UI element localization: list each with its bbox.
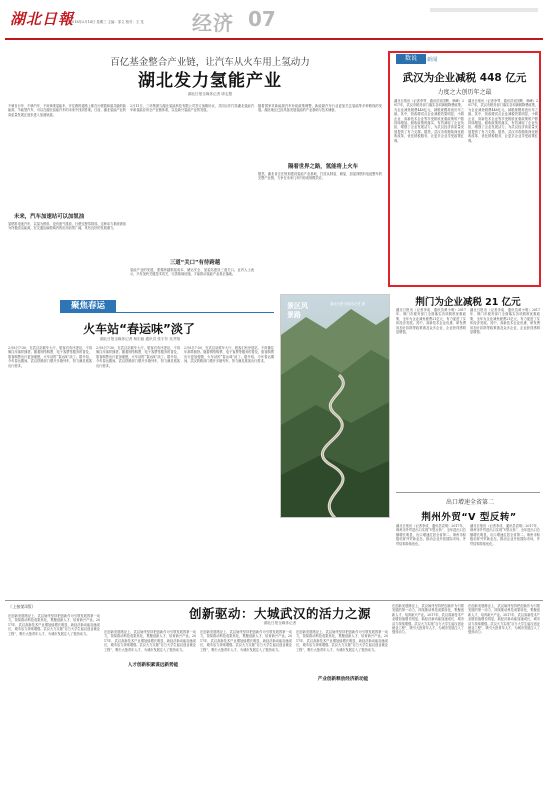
scenic-road-photo [280,294,390,518]
section-title: 经济 [192,11,234,35]
feature-body-col-2: 湖北日报讯（记者李琴、通讯员吴国辉、韩峰）2017年，武汉市税务部门落实各项减税降费政策，为企业减免税费448亿元，减税规模再创历年之最。其中，营改增试点企业减税效果明显，小微企业、高新技术企业等享受税收优惠政策的户数持续增加。税收政策的落实，有效减轻了企业负担，增强了企业发展活力，为武汉经济高质量发展提供了有力支撑。据悉，武汉市将继续深化税收改革，优化纳税服务，让更多企业享受政策红利。 [468,99,538,143]
bottom-body-col-5: 在创新发展路径上，武汉始终坚持把创新作为引领发展的第一动力，持续推动科技成果转化，集聚创新人才，培育新兴产业。2017年，武汉高新技术产业增加值增长明显，新经济新动能加速成长，城市活力持续增强。武汉大力实施“百万大学生留汉创业就业工程”，吸引大批青年人才，为城市发展注入了强劲动力。 [392,604,464,635]
lead-paragraph-5: 氢能产业的发展，需要跨越制氢成本、储运安全、加氢站建设三道关口。业内人士表示，只有加快关键技术攻关、完善基础设施，才能推动氢能产业真正落地。 [130,268,254,277]
lead-paragraph-3: 氢燃料电池汽车，以氢为燃料，没有废气排放，行驶过程零排放。这种动力系统被视为终极清洁能源，在交通运输领域内的应用前景广阔，具有良好的发展潜力。 [8,222,126,231]
newspaper-logo: 湖北日報 [10,10,75,28]
bottom-body-col-6: 在创新发展路径上，武汉始终坚持把创新作为引领发展的第一动力，持续推动科技成果转化，集聚创新人才，培育新兴产业。2017年，武汉高新技术产业增加值增长明显，新经济新动能加速成长，城市活力持续增强。武汉大力实施“百万大学生留汉创业就业工程”，吸引大批青年人才，为城市发展注入了强劲动力。 [468,604,540,635]
focus-body-col-2: 2月8日7:50，在武汉站候车大厅，旅客们有序进站，不再像往年那样拥挤。随着网络购票、电子客票等服务的普及，旅客购票出行更加便捷，火车站的“春运味”淡了。据介绍，今年春运期间，武汉铁路部门增开多趟列车，努力满足旅客出行需求。 [96,346,180,368]
mountain-road-image [281,295,390,518]
issue-date: 2018年2月14日 星期三 主编：邹立 校对：王 龙 [70,20,144,24]
bottom-body-col-1: 在创新发展路径上，武汉始终坚持把创新作为引领发展的第一动力，持续推动科技成果转化，集聚创新人才，培育新兴产业。2017年，武汉高新技术产业增加值增长明显，新经济新动能加速成长，城市活力持续增强。武汉大力实施“百万大学生留汉创业就业工程”，吸引大批青年人才，为城市发展注入了强劲动力。 [8,614,100,636]
lead-paragraph-6: 据悉，湖北省正在规划建设氢能产业基地，打造从制氢、储氢、加氢到燃料电池整车的完整产业链，力争在未来几年内形成规模效应。 [258,172,382,181]
data-news-badge: 数说 [396,54,426,64]
jingmen-body-col-1: 湖北日报讯（记者李成、通讯员黄小明）2017年，荆门市税务部门全面落实各项税收优惠政策，全年为企业减免税费21亿元，有力促进了实体经济发展。其中，高新技术企业优惠、研发费用加计扣除等政策惠及众多企业，企业获得感明显增强。 [396,308,466,335]
focus-headline: 火车站“春运味”淡了 [83,322,195,336]
lead-byline: 湖北日报全媒体记者 廖志慧 [187,92,233,96]
header-stripe [430,8,538,12]
lead-subhead-3: 隔着世界之路，氢能将上火车 [287,164,359,170]
export-body-col-1: 湖北日报讯（记者李成、通讯员袁明）2017年，荆州市外贸进出口实现“V型反转”，全年进出口总额增长明显，出口增速位居全省第二。荆州市积极培育外贸新业态，推动企业开拓国际市场，外贸结构持续优化。 [396,524,466,546]
continued-tag: （上接第1版） [8,604,36,609]
bottom-headline: 创新驱动：大城武汉的活力之源 [188,606,371,621]
feature-headline: 武汉为企业减税 448 亿元 [402,72,527,84]
feature-body-col-1: 湖北日报讯（记者李琴、通讯员吴国辉、韩峰）2017年，武汉市税务部门落实各项减税降费政策，为企业减免税费448亿元，减税规模再创历年之最。其中，营改增试点企业减税效果明显，小微企业、高新技术企业等享受税收优惠政策的户数持续增加。税收政策的落实，有效减轻了企业负担，增强了企业发展活力，为武汉经济高质量发展提供了有力支撑。据悉，武汉市将继续深化税收改革，优化纳税服务，让更多企业享受政策红利。 [394,99,464,143]
photo-caption: 景区风景路 [287,302,308,319]
bottom-body-col-4: 在创新发展路径上，武汉始终坚持把创新作为引领发展的第一动力，持续推动科技成果转化，集聚创新人才，培育新兴产业。2017年，武汉高新技术产业增加值增长明显，新经济新动能加速成长，城市活力持续增强。武汉大力实施“百万大学生留汉创业就业工程”，吸引大批青年人才，为城市发展注入了强劲动力。 [296,630,388,652]
focus-byline: 湖北日报全媒体记者 杨宏毅 通讯员 张宇东 吴齐翔 [99,337,181,341]
data-news-badge-suffix: 新闻 [427,57,438,63]
lead-paragraph-2: 2月11日，三环集团与湖北氢能科技有限公司签订战略协议，共同合作打造湖北氢能汽车和氢能应用全产业链体系，以及新兴氢能产业的发展。 [130,104,254,113]
export-body-col-2: 湖北日报讯（记者李成、通讯员袁明）2017年，荆州市外贸进出口实现“V型反转”，全年进出口总额增长明显，出口增速位居全省第二。荆州市积极培育外贸新业态，推动企业开拓国际市场，外贸结构持续优化。 [470,524,540,546]
lead-headline: 湖北发力氢能产业 [138,71,282,91]
focus-tag: 聚焦春运 [60,300,116,313]
bottom-subhead-1: 人才创新积累谋远新势能 [127,663,179,668]
jingmen-headline: 荆门为企业减税 21 亿元 [415,297,521,308]
photo-credit: 湖北日报全媒体记者 摄 [330,302,365,306]
feature-subtitle: 力度之大创历年之最 [437,89,492,96]
lead-subhead-2: 三道“关口”有待跨越 [169,260,221,266]
lead-paragraph-4: 随着国家对新能源汽车补贴政策调整，新能源汽车行业更加关注氢能等多种路线的发展。湖北地区已经具备发展氢能的产业基础与技术储备。 [258,104,382,113]
lead-pre-title: 百亿基金整合产业链，让汽车从火车用上氢动力 [110,57,310,68]
bottom-byline: 湖北日报全媒体记者 [263,621,297,625]
focus-rule [116,312,274,313]
header-rule [5,38,543,40]
bottom-divider [5,600,543,601]
bottom-subhead-2: 产业创新释放经济新动能 [317,677,369,682]
focus-body-col-1: 2月8日7:50，在武汉站候车大厅，旅客们有序进站，不再像往年那样拥挤。随着网络购票、电子客票等服务的普及，旅客购票出行更加便捷，火车站的“春运味”淡了。据介绍，今年春运期间，武汉铁路部门增开多趟列车，努力满足旅客出行需求。 [8,346,92,368]
jingmen-body-col-2: 湖北日报讯（记者李成、通讯员黄小明）2017年，荆门市税务部门全面落实各项税收优惠政策，全年为企业减免税费21亿元，有力促进了实体经济发展。其中，高新技术企业优惠、研发费用加计扣除等政策惠及众多企业，企业获得感明显增强。 [470,308,540,335]
export-subtitle: 出口增速全省第二 [445,499,494,506]
focus-body-col-3: 2月8日7:50，在武汉站候车大厅，旅客们有序进站，不再像往年那样拥挤。随着网络购票、电子客票等服务的普及，旅客购票出行更加便捷，火车站的“春运味”淡了。据介绍，今年春运期间，武汉铁路部门增开多趟列车，努力满足旅客出行需求。 [184,346,274,364]
bottom-body-col-3: 在创新发展路径上，武汉始终坚持把创新作为引领发展的第一动力，持续推动科技成果转化，集聚创新人才，培育新兴产业。2017年，武汉高新技术产业增加值增长明显，新经济新动能加速成长，城市活力持续增强。武汉大力实施“百万大学生留汉创业就业工程”，吸引大批青年人才，为城市发展注入了强劲动力。 [200,630,292,652]
divider [396,492,540,493]
page-number: 07 [248,7,276,31]
export-headline: 荆州外贸“V 型反转” [421,512,517,523]
bottom-body-col-2: 在创新发展路径上，武汉始终坚持把创新作为引领发展的第一动力，持续推动科技成果转化，集聚创新人才，培育新兴产业。2017年，武汉高新技术产业增加值增长明显，新经济新动能加速成长，城市活力持续增强。武汉大力实施“百万大学生留汉创业就业工程”，吸引大批青年人才，为城市发展注入了强劲动力。 [104,630,196,652]
lead-intro: 不骑自行车、不骑汽车、不用骑乘氢能车，开往路的道路上都在行驶着和谐共融的新能源、节能型汽车，可以在湖北氢能汽车的未来中找到答案。日前，湖北氢能产业的高质量发展正逐步进入加速轨道。 [8,104,126,117]
lead-subhead-1: 未来，汽车加速站可以加氢油 [14,214,85,220]
